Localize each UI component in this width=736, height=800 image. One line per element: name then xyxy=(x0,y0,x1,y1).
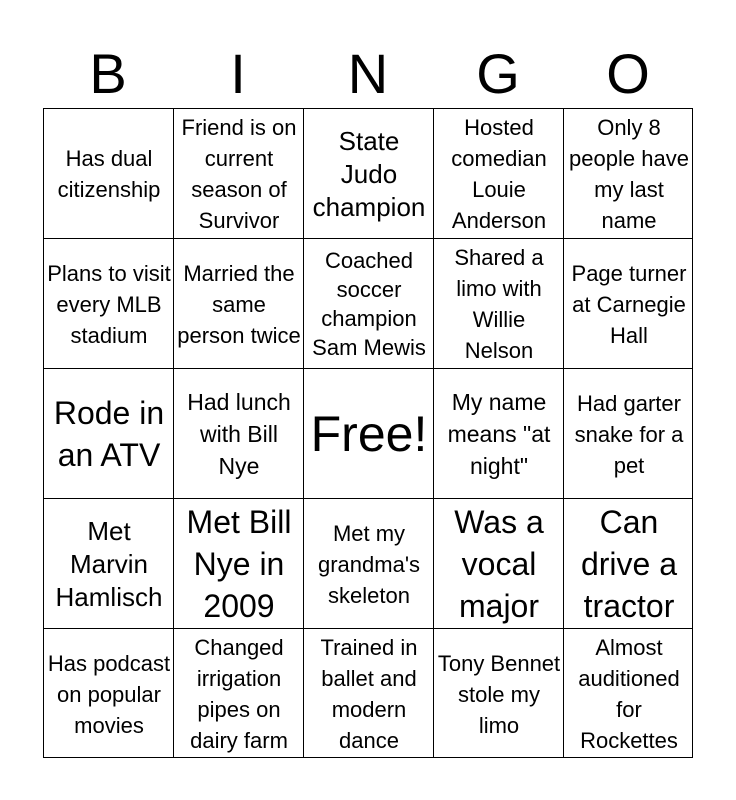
header-letter-i: I xyxy=(230,42,246,105)
bingo-cell[interactable] xyxy=(434,629,564,759)
cell-text: Met my grandma's skeleton xyxy=(317,520,421,608)
header-letter-o: O xyxy=(606,42,650,105)
bingo-cell[interactable] xyxy=(304,109,434,239)
bingo-cell[interactable] xyxy=(564,369,694,499)
free-space[interactable] xyxy=(304,369,434,499)
bingo-cell[interactable] xyxy=(44,369,174,499)
bingo-cell[interactable] xyxy=(174,369,304,499)
bingo-cell[interactable] xyxy=(434,239,564,369)
cell-text: Married the same person twice xyxy=(177,260,301,348)
bingo-cell[interactable] xyxy=(174,499,304,629)
bingo-cell[interactable] xyxy=(564,239,694,369)
bingo-cell[interactable] xyxy=(304,629,434,759)
free-space-text: Free! xyxy=(310,406,428,462)
cell-text: Has dual citizenship xyxy=(57,146,161,202)
bingo-cell[interactable] xyxy=(44,629,174,759)
cell-text: Met Marvin Hamlisch xyxy=(55,515,163,612)
header-letter-n: N xyxy=(347,42,389,105)
bingo-cell[interactable] xyxy=(44,239,174,369)
bingo-cell[interactable] xyxy=(174,239,304,369)
cell-text: Page turner at Carnegie Hall xyxy=(571,260,687,348)
header-letter-g: G xyxy=(476,42,520,105)
bingo-cell[interactable] xyxy=(44,109,174,239)
cell-text: Almost auditioned for Rockettes xyxy=(578,635,680,753)
cell-text: My name means "at night" xyxy=(447,389,551,479)
cell-text: Hosted comedian Louie Anderson xyxy=(451,115,547,233)
bingo-cell[interactable] xyxy=(564,499,694,629)
bingo-cell[interactable] xyxy=(174,109,304,239)
bingo-cell[interactable] xyxy=(304,499,434,629)
cell-text: Coached soccer champion Sam Mewis xyxy=(312,248,426,360)
bingo-cell[interactable] xyxy=(564,629,694,759)
bingo-header xyxy=(43,40,693,108)
cell-text: Tony Bennet stole my limo xyxy=(437,650,561,738)
cell-text: Had garter snake for a pet xyxy=(574,390,684,478)
cell-text: Changed irrigation pipes on dairy farm xyxy=(190,635,288,753)
bingo-cell[interactable] xyxy=(304,239,434,369)
bingo-cell[interactable] xyxy=(434,499,564,629)
bingo-cell[interactable] xyxy=(564,109,694,239)
cell-text: Was a vocal major xyxy=(454,504,544,624)
header-letter-b: B xyxy=(89,42,127,105)
cell-text: Can drive a tractor xyxy=(580,504,678,624)
cell-text: Rode in an ATV xyxy=(53,395,165,473)
cell-text: Trained in ballet and modern dance xyxy=(320,635,418,753)
cell-text: Plans to visit every MLB stadium xyxy=(47,260,171,348)
bingo-card xyxy=(43,108,693,758)
cell-text: Shared a limo with Willie Nelson xyxy=(454,245,544,363)
bingo-cell[interactable] xyxy=(434,109,564,239)
cell-text: Has podcast on popular movies xyxy=(47,650,171,738)
cell-text: Only 8 people have my last name xyxy=(569,115,689,233)
cell-text: Friend is on current season of Survivor xyxy=(181,115,297,233)
cell-text: State Judo champion xyxy=(312,125,426,222)
cell-text: Met Bill Nye in 2009 xyxy=(186,504,292,624)
bingo-cell[interactable] xyxy=(174,629,304,759)
bingo-cell[interactable] xyxy=(434,369,564,499)
bingo-cell[interactable] xyxy=(44,499,174,629)
cell-text: Had lunch with Bill Nye xyxy=(187,389,291,479)
